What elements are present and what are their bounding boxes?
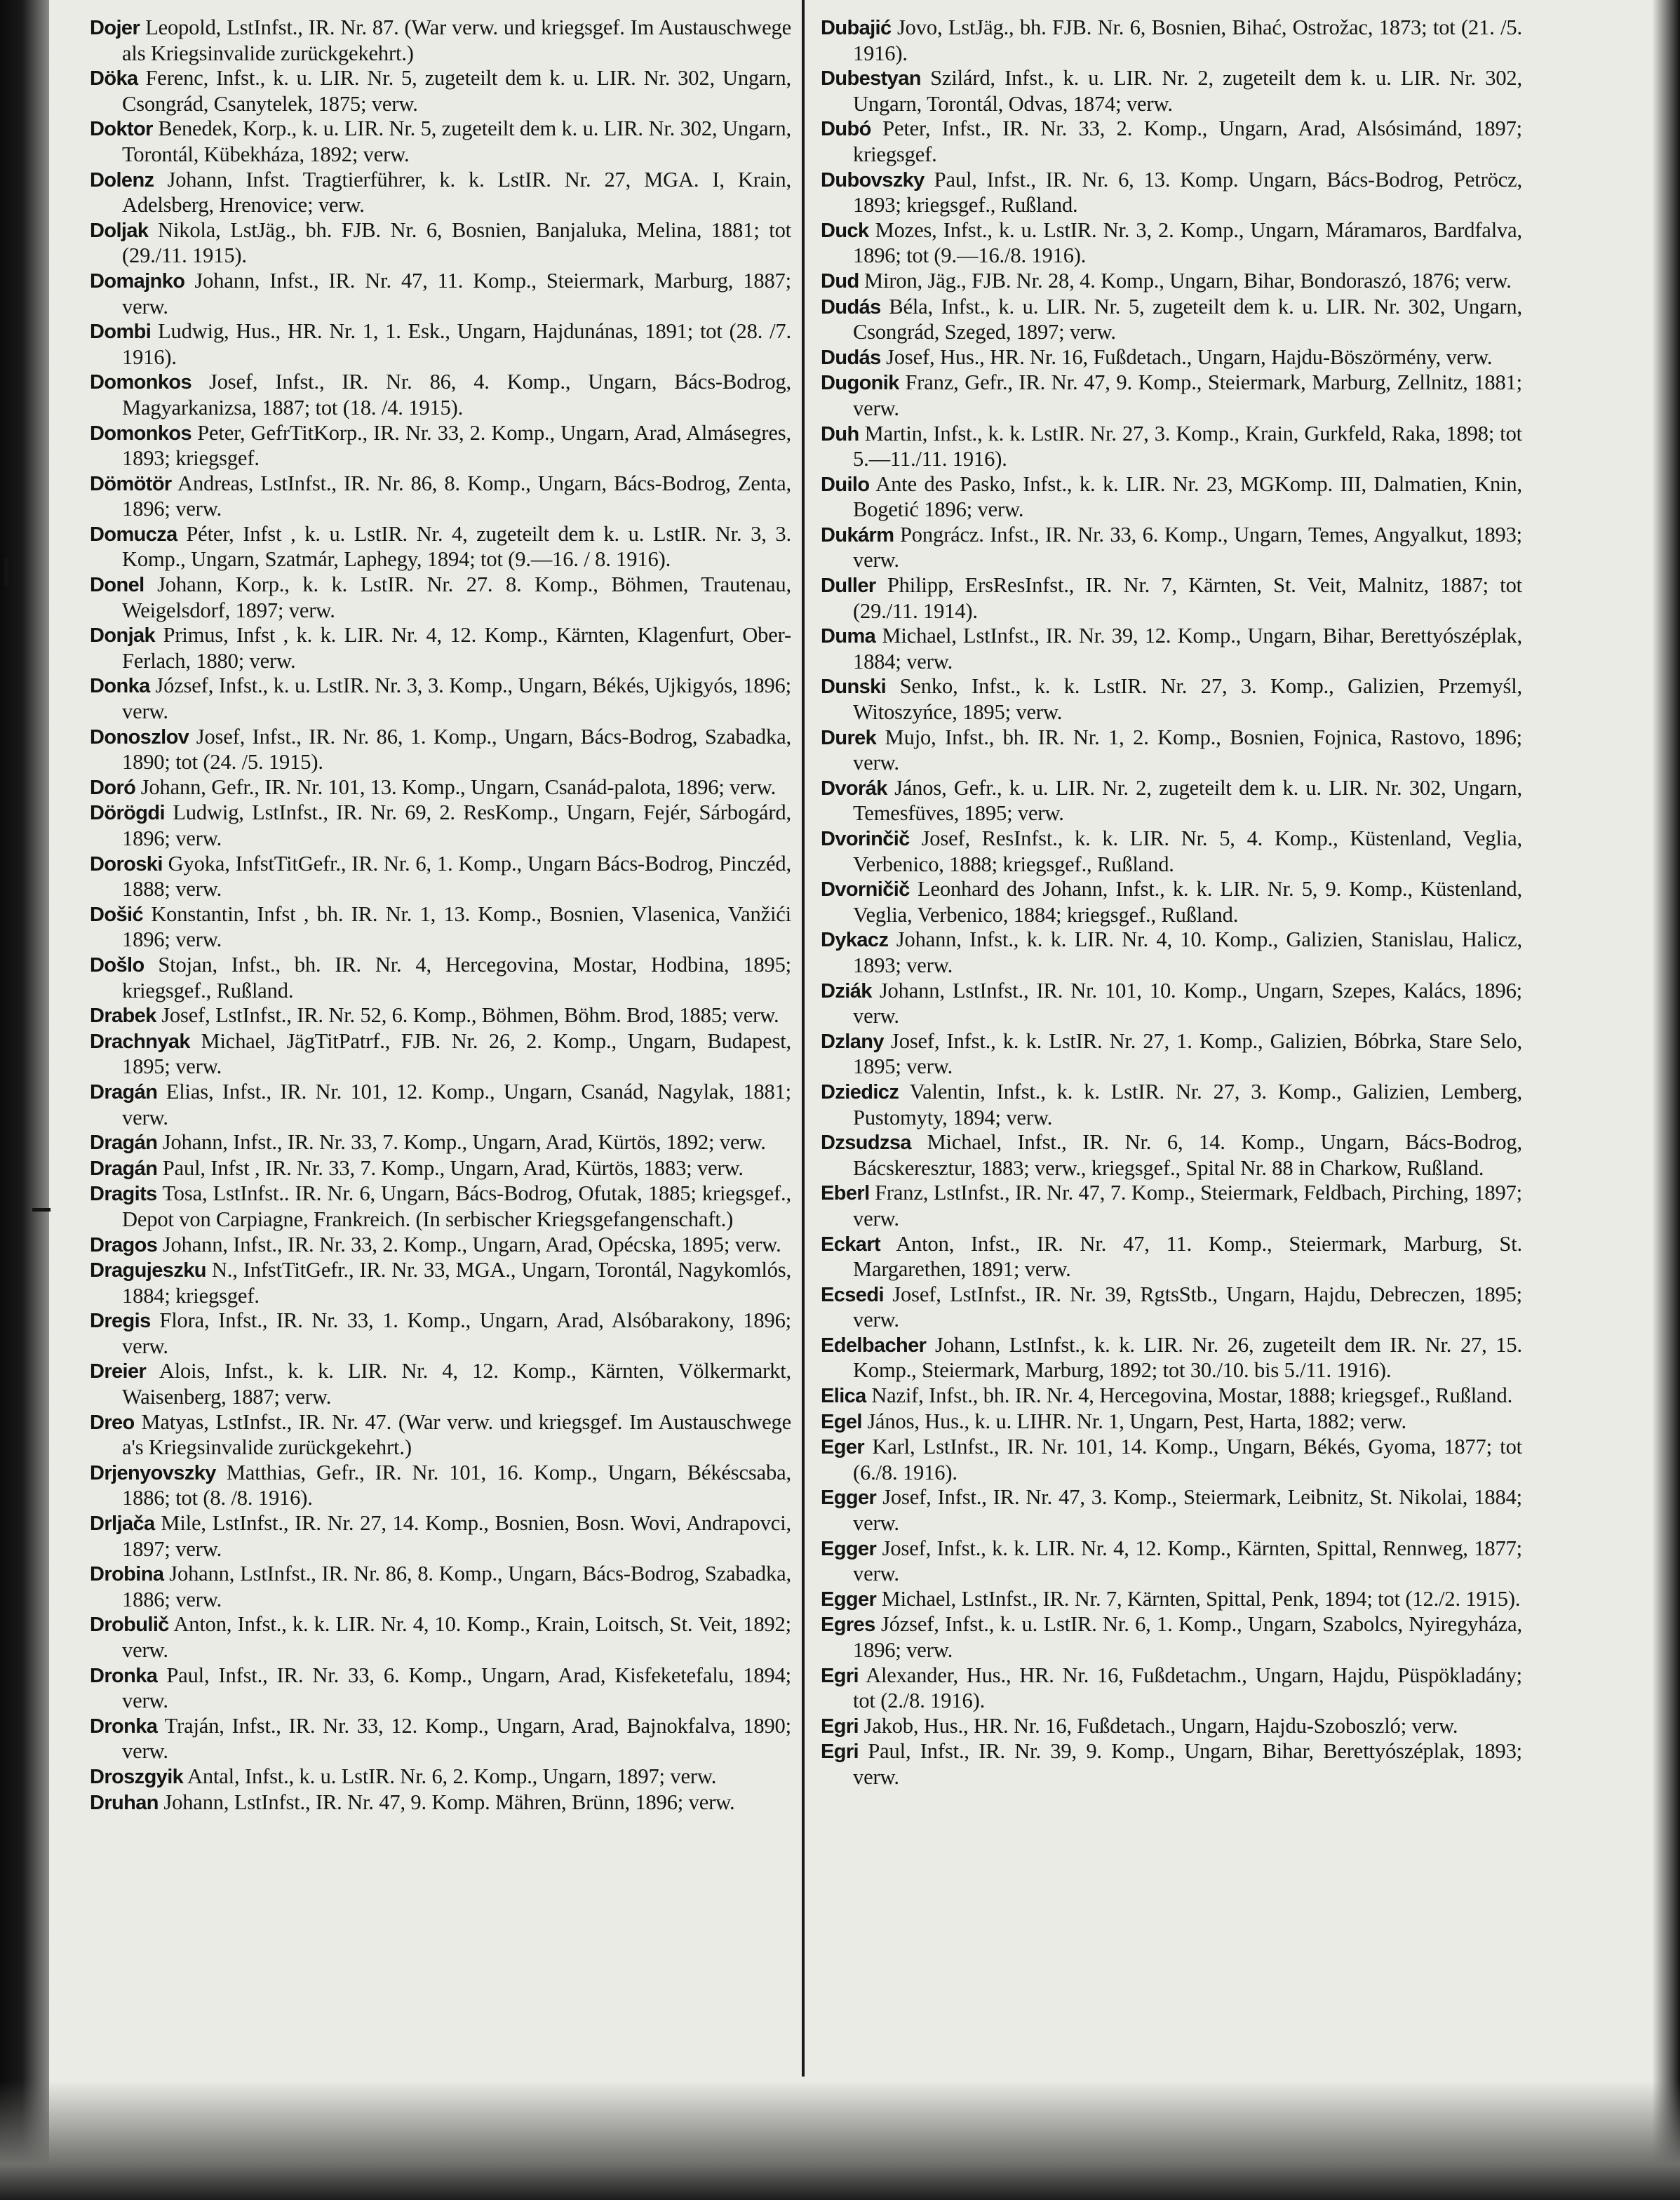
entry-surname: Dudás <box>821 346 881 369</box>
entry-details: Matthias, Gefr., IR. Nr. 101, 16. Komp., Ungarn, Békéscsaba, 1886; tot (8. /8. 1916). <box>122 1460 791 1510</box>
entry-details: Josef, Infst., IR. Nr. 47, 3. Komp., Steiermark, Leibnitz, St. Nikolai, 1884; verw. <box>853 1485 1522 1536</box>
entry-surname: Dragos <box>90 1233 158 1256</box>
register-entry <box>821 1080 1522 1130</box>
entry-details: Paul, Infst., IR. Nr. 6, 13. Komp. Ungarn, Bács-Bodrog, Petröcz, 1893; kriegsgef., Rußland. <box>853 167 1522 217</box>
register-entry <box>90 471 791 522</box>
entry-details: Paul, Infst., IR. Nr. 33, 6. Komp., Ungarn, Arad, Kisfeketefalu, 1894; verw. <box>122 1663 791 1713</box>
entry-details: Johann, LstInfst., k. k. LIR. Nr. 26, zugeteilt dem IR. Nr. 27, 15. Komp., Steiermark, Marburg, 1892; tot 30./10. bis 5./11. 1916). <box>853 1332 1522 1383</box>
register-entry <box>90 66 791 116</box>
entry-details: Traján, Infst., IR. Nr. 33, 12. Komp., Ungarn, Arad, Bajnokfalva, 1890; verw. <box>122 1713 791 1764</box>
entry-details: Elias, Infst., IR. Nr. 101, 12. Komp., Ungarn, Csanád, Nagylak, 1881; verw. <box>122 1079 791 1129</box>
entry-details: Philipp, ErsResInfst., IR. Nr. 7, Kärnten, St. Veit, Malnitz, 1887; tot (29./11. 1914). <box>853 573 1522 623</box>
entry-surname: Drachnyak <box>90 1030 190 1053</box>
entry-details: Antal, Infst., k. u. LstIR. Nr. 6, 2. Komp., Ungarn, 1897; verw. <box>183 1764 717 1788</box>
entry-details: Senko, Infst., k. k. LstIR. Nr. 27, 3. Komp., Galizien, Przemyśl, Witoszyńce, 1895; verw. <box>853 674 1522 725</box>
entry-surname: Donoszlov <box>90 725 189 749</box>
register-entry <box>821 877 1522 927</box>
register-entry <box>90 953 791 1003</box>
entry-surname: Dömötör <box>90 472 172 495</box>
register-entry <box>821 345 1522 371</box>
entry-details: Peter, Infst., IR. Nr. 33, 2. Komp., Ungarn, Arad, Alsósimánd, 1897; kriegsgef. <box>853 116 1522 166</box>
register-entry <box>821 1739 1522 1790</box>
register-entry <box>90 1181 791 1232</box>
entry-surname: Dukárm <box>821 523 894 546</box>
entry-surname: Došlo <box>90 953 145 977</box>
register-entry <box>90 1258 791 1308</box>
register-entry <box>90 15 791 66</box>
entry-details: Andreas, LstInfst., IR. Nr. 86, 8. Komp., Ungarn, Bács-Bodrog, Zenta, 1896; verw. <box>122 471 791 521</box>
entry-details: Josef, Infst., IR. Nr. 86, 4. Komp., Ungarn, Bács-Bodrog, Magyarkanizsa, 1887; tot (18. /4. 1915). <box>122 370 791 420</box>
register-entry <box>821 1587 1522 1613</box>
register-entry <box>821 66 1522 116</box>
entry-surname: Durek <box>821 726 877 749</box>
entry-surname: Domajnko <box>90 269 185 293</box>
entry-surname: Dud <box>821 269 859 293</box>
entry-surname: Drabek <box>90 1005 156 1028</box>
register-entry <box>821 1409 1522 1435</box>
entry-details: Michael, JägTitPatrf., FJB. Nr. 26, 2. Komp., Ungarn, Budapest, 1895; verw. <box>122 1028 791 1079</box>
entry-details: Johann, LstInfst., IR. Nr. 86, 8. Komp., Ungarn, Bács-Bodrog, Szabadka, 1886; verw. <box>122 1562 791 1611</box>
entry-surname: Dubó <box>821 118 871 141</box>
register-entry <box>821 1663 1522 1714</box>
entry-details: Nazif, Infst., bh. IR. Nr. 4, Hercegovina, Mostar, 1888; kriegsgef., Rußland. <box>866 1383 1513 1408</box>
entry-details: Flora, Infst., IR. Nr. 33, 1. Komp., Ungarn, Arad, Alsóbarakony, 1896; verw. <box>122 1308 791 1358</box>
entry-details: Stojan, Infst., bh. IR. Nr. 4, Hercegovina, Mostar, Hodbina, 1895; kriegsgef., Rußland. <box>122 952 791 1002</box>
register-entry <box>821 1181 1522 1231</box>
entry-details: Péter, Infst , k. u. LstIR. Nr. 4, zugeteilt dem k. u. LstIR. Nr. 3, 3. Komp., Ungarn, Szatmár, Laphegy, 1894; tot (9.—16. / 8. 1916). <box>122 521 791 572</box>
register-entry <box>821 269 1522 295</box>
entry-surname: Egri <box>821 1664 859 1687</box>
entry-surname: Egres <box>821 1614 875 1637</box>
entry-details: Michael, Infst., IR. Nr. 6, 14. Komp., Ungarn, Bács-Bodrog, Bácskeresztur, 1883; verw., kriegsgef., Spital Nr. 88 in Charkow, Rußland. <box>853 1130 1522 1180</box>
register-entry <box>821 573 1522 624</box>
entry-details: Ludwig, Hus., HR. Nr. 1, 1. Esk., Ungarn, Hajdunánas, 1891; tot (28. /7. 1916). <box>122 319 791 369</box>
entry-surname: Dreier <box>90 1360 147 1383</box>
register-entry <box>90 218 791 269</box>
register-entry <box>90 1612 791 1663</box>
entry-surname: Dvorák <box>821 777 887 800</box>
register-entry <box>821 826 1522 877</box>
register-entry <box>90 1562 791 1612</box>
scan-shadow-left <box>0 0 49 2200</box>
entry-details: Josef, ResInfst., k. k. LIR. Nr. 5, 4. Komp., Küstenland, Veglia, Verbenico, 1888; kriegsgef., Rußland. <box>853 826 1522 876</box>
entry-details: N., InfstTitGefr., IR. Nr. 33, MGA., Ungarn, Torontál, Nagykomlós, 1884; kriegsgef. <box>122 1258 791 1308</box>
register-entry <box>821 927 1522 978</box>
entry-details: Anton, Infst., IR. Nr. 47, 11. Komp., Steiermark, Marburg, St. Margarethen, 1891; verw. <box>853 1231 1522 1282</box>
entry-surname: Duck <box>821 219 869 242</box>
register-entry <box>90 902 791 953</box>
register-entry <box>90 522 791 572</box>
register-entry <box>821 1714 1522 1740</box>
entry-surname: Dubestyan <box>821 67 921 90</box>
entry-details: Béla, Infst., k. u. LIR. Nr. 5, zugeteilt dem k. u. LIR. Nr. 302, Ungarn, Csongrád, Szeged, 1897; verw. <box>853 294 1522 344</box>
margin-mark <box>32 1208 51 1212</box>
entry-surname: Dragán <box>90 1157 158 1180</box>
entry-surname: Dziedicz <box>821 1080 899 1104</box>
register-entry <box>821 674 1522 725</box>
entry-surname: Dragujeszku <box>90 1259 206 1282</box>
entry-details: Johann, Infst., IR. Nr. 33, 2. Komp., Ungarn, Arad, Opécska, 1895; verw. <box>157 1232 781 1256</box>
entry-surname: Dubajić <box>821 17 892 39</box>
entry-details: Primus, Infst , k. k. LIR. Nr. 4, 12. Komp., Kärnten, Klagenfurt, Ober-Ferlach, 1880; verw. <box>122 623 791 673</box>
register-entry <box>821 624 1522 674</box>
register-entry <box>90 269 791 319</box>
entry-details: Paul, Infst , IR. Nr. 33, 7. Komp., Ungarn, Arad, Kürtös, 1883; verw. <box>157 1155 744 1180</box>
entry-details: Pongrácz. Infst., IR. Nr. 33, 6. Komp., Ungarn, Temes, Angyalkut, 1893; verw. <box>853 522 1522 572</box>
entry-details: Josef, Infst., IR. Nr. 86, 1. Komp., Ungarn, Bács-Bodrog, Szabadka, 1890; tot (24. /5. 1915). <box>122 724 791 774</box>
entry-surname: Dziák <box>821 979 872 1002</box>
entry-details: Johann, Korp., k. k. LstIR. Nr. 27. 8. Komp., Böhmen, Trautenau, Weigelsdorf, 1897; verw. <box>122 572 791 622</box>
entry-details: Alois, Infst., k. k. LIR. Nr. 4, 12. Komp., Kärnten, Völkermarkt, Waisenberg, 1887; verw. <box>122 1359 791 1409</box>
register-entry <box>821 1130 1522 1181</box>
entry-surname: Eckart <box>821 1233 881 1256</box>
entry-surname: Domucza <box>90 523 177 546</box>
entry-details: Benedek, Korp., k. u. LIR. Nr. 5, zugeteilt dem k. u. LIR. Nr. 302, Ungarn, Torontál, Kübekháza, 1892; verw. <box>122 116 791 166</box>
register-entry <box>90 1029 791 1080</box>
register-entry <box>90 116 791 167</box>
entry-surname: Dragits <box>90 1183 157 1206</box>
register-entry <box>821 295 1522 345</box>
entry-surname: Domonkos <box>90 371 192 394</box>
entry-details: Josef, Hus., HR. Nr. 16, Fußdetach., Ungarn, Hajdu-Böszörmény, verw. <box>880 344 1493 369</box>
register-entry <box>90 1410 791 1461</box>
entry-surname: Domonkos <box>90 422 192 445</box>
register-entry <box>90 1790 791 1816</box>
entry-details: Martin, Infst., k. k. LstIR. Nr. 27, 3. Komp., Krain, Gurkfeld, Raka, 1898; tot 5.—11./11. 1916). <box>853 421 1522 471</box>
register-entry <box>90 1308 791 1359</box>
entry-surname: Droszgyik <box>90 1765 184 1788</box>
entry-details: Johann, LstInfst., IR. Nr. 47, 9. Komp. Mähren, Brünn, 1896; verw. <box>158 1790 735 1814</box>
entry-surname: Drobulič <box>90 1614 169 1637</box>
left-column <box>90 15 791 2064</box>
entry-surname: Donjak <box>90 624 156 648</box>
register-entry <box>821 15 1522 66</box>
entry-surname: Edelbacher <box>821 1334 927 1357</box>
entry-details: Ludwig, LstInfst., IR. Nr. 69, 2. ResKomp., Ungarn, Fejér, Sárbogárd, 1896; verw. <box>122 800 791 850</box>
entry-surname: Doljak <box>90 219 149 242</box>
register-entry <box>821 1612 1522 1663</box>
entry-surname: Doroski <box>90 852 163 876</box>
register-entry <box>821 776 1522 826</box>
column-divider <box>802 0 805 2077</box>
register-entry <box>90 1663 791 1714</box>
entry-details: Ferenc, Infst., k. u. LIR. Nr. 5, zugeteilt dem k. u. LIR. Nr. 302, Ungarn, Csongrád, Csanytelek, 1875; verw. <box>122 66 791 116</box>
register-entry <box>821 725 1522 776</box>
entry-surname: Dvorničič <box>821 878 910 901</box>
register-entry <box>90 370 791 420</box>
register-entry <box>821 979 1522 1029</box>
register-entry <box>821 1536 1522 1587</box>
register-entry <box>90 852 791 902</box>
entry-details: Michael, LstInfst., IR. Nr. 39, 12. Komp., Ungarn, Bihar, Berettyószéplak, 1884; verw. <box>853 624 1522 673</box>
entry-details: Leopold, LstInfst., IR. Nr. 87. (War verw. und kriegsgef. Im Austauschwege als Kriegsinvalide zurückgekehrt.) <box>122 15 791 65</box>
scan-shadow-bottom <box>0 2081 1680 2200</box>
entry-details: József, Infst., k. u. LstIR. Nr. 6, 1. Komp., Ungarn, Szabolcs, Nyiregyháza, 1896; verw. <box>853 1612 1522 1662</box>
entry-surname: Dronka <box>90 1664 158 1687</box>
right-column <box>821 15 1522 2064</box>
entry-details: Franz, Gefr., IR. Nr. 47, 9. Komp., Steiermark, Marburg, Zellnitz, 1881; verw. <box>853 370 1522 420</box>
entry-surname: Drljača <box>90 1512 155 1536</box>
entry-details: Konstantin, Infst , bh. IR. Nr. 1, 13. Komp., Bosnien, Vlasenica, Vanžići 1896; verw. <box>122 901 791 952</box>
register-entry <box>821 523 1522 573</box>
entry-details: Paul, Infst., IR. Nr. 39, 9. Komp., Ungarn, Bihar, Berettyószéplak, 1893; verw. <box>853 1739 1522 1789</box>
entry-surname: Dzsudzsa <box>821 1132 911 1155</box>
entry-surname: Ecsedi <box>821 1283 884 1306</box>
entry-surname: Doktor <box>90 118 153 141</box>
register-entry <box>821 1232 1522 1282</box>
register-entry <box>90 1130 791 1156</box>
register-entry <box>821 1333 1522 1383</box>
entry-surname: Dojer <box>90 17 140 39</box>
entry-details: Josef, Infst., k. k. LstIR. Nr. 27, 1. Komp., Galizien, Bóbrka, Stare Selo, 1895; verw. <box>853 1028 1522 1079</box>
register-entry <box>821 218 1522 269</box>
entry-details: János, Hus., k. u. LIHR. Nr. 1, Ungarn, Pest, Harta, 1882; verw. <box>861 1409 1406 1433</box>
entry-surname: Egri <box>821 1715 859 1738</box>
entry-surname: Egger <box>821 1588 877 1611</box>
entry-details: Peter, GefrTitKorp., IR. Nr. 33, 2. Komp., Ungarn, Arad, Almásegres, 1893; kriegsgef. <box>122 420 791 471</box>
register-entry <box>821 422 1522 472</box>
register-entry <box>90 775 791 801</box>
entry-surname: Donel <box>90 574 145 597</box>
entry-surname: Dragán <box>90 1080 158 1104</box>
entry-details: Nikola, LstJäg., bh. FJB. Nr. 6, Bosnien, Banjaluka, Melina, 1881; tot (29./11. 1915). <box>122 217 791 268</box>
entry-surname: Dregis <box>90 1310 151 1333</box>
entry-details: Johann, Infst., k. k. LIR. Nr. 4, 10. Komp., Galizien, Stanislau, Halicz, 1893; verw. <box>853 927 1522 977</box>
entry-surname: Döka <box>90 67 138 90</box>
entry-details: Josef, Infst., k. k. LIR. Nr. 4, 12. Komp., Kärnten, Spittal, Rennweg, 1877; verw. <box>853 1536 1522 1586</box>
entry-surname: Egger <box>821 1487 877 1510</box>
entry-details: Miron, Jäg., FJB. Nr. 28, 4. Komp., Ungarn, Bihar, Bondoraszó, 1876; verw. <box>859 268 1512 293</box>
entry-surname: Dragán <box>90 1132 158 1155</box>
entry-details: Michael, LstInfst., IR. Nr. 7, Kärnten, Spittal, Penk, 1894; tot (12./2. 1915). <box>876 1586 1521 1611</box>
register-entry <box>821 1485 1522 1536</box>
register-entry <box>90 168 791 218</box>
entry-details: Mile, LstInfst., IR. Nr. 27, 14. Komp., Bosnien, Bosn. Wovi, Andrapovci, 1897; verw. <box>122 1511 791 1561</box>
entry-surname: Dolenz <box>90 168 154 192</box>
register-entry <box>90 1359 791 1409</box>
entry-surname: Dykacz <box>821 929 889 952</box>
entry-details: Jovo, LstJäg., bh. FJB. Nr. 6, Bosnien, Bihać, Ostrožac, 1873; tot (21. /5. 1916). <box>853 15 1522 65</box>
entry-details: Johann, Gefr., IR. Nr. 101, 13. Komp., Ungarn, Csanád-palota, 1896; verw. <box>135 774 777 799</box>
register-entry <box>90 1156 791 1182</box>
entry-details: Mozes, Infst., k. u. LstIR. Nr. 3, 2. Komp., Ungarn, Máramaros, Bardfalva, 1896; tot (9.—16./8. 1916). <box>853 217 1522 268</box>
register-entry <box>821 1282 1522 1333</box>
register-entry <box>90 623 791 673</box>
entry-surname: Duh <box>821 422 859 445</box>
register-entry <box>821 370 1522 421</box>
entry-details: Tosa, LstInfst.. IR. Nr. 6, Ungarn, Bács-Bodrog, Ofutak, 1885; kriegsgef., Depot von Carpiagne, Frankreich. (In serbischer Kriegsgefangenschaft.) <box>122 1181 791 1231</box>
entry-surname: Druhan <box>90 1791 159 1814</box>
entry-details: Gyoka, InfstTitGefr., IR. Nr. 6, 1. Komp., Ungarn Bács-Bodrog, Pinczéd, 1888; verw. <box>122 851 791 901</box>
entry-surname: Eger <box>821 1436 865 1459</box>
entry-surname: Dörögdi <box>90 802 165 825</box>
register-entry <box>821 116 1522 167</box>
register-entry <box>90 1233 791 1259</box>
scan-shadow-right <box>1652 0 1680 2200</box>
register-entry <box>90 319 791 370</box>
entry-surname: Dronka <box>90 1715 158 1738</box>
register-entry <box>90 725 791 775</box>
entry-details: Johann, Infst. Tragtierführer, k. k. LstIR. Nr. 27, MGA. I, Krain, Adelsberg, Hrenovice; verw. <box>122 167 791 217</box>
register-entry <box>90 1461 791 1511</box>
entry-surname: Dvorinčič <box>821 828 910 850</box>
entry-surname: Dugonik <box>821 372 899 395</box>
entry-surname: Dreo <box>90 1411 135 1434</box>
entry-surname: Duilo <box>821 473 870 496</box>
entry-details: Johann, Infst., IR. Nr. 47, 11. Komp., Steiermark, Marburg, 1887; verw. <box>122 268 791 318</box>
entry-details: Jakob, Hus., HR. Nr. 16, Fußdetach., Ungarn, Hajdu-Szoboszló; verw. <box>859 1713 1458 1738</box>
entry-surname: Dubovszky <box>821 168 925 192</box>
entry-details: Karl, LstInfst., IR. Nr. 101, 14. Komp., Ungarn, Békés, Gyoma, 1877; tot (6./8. 1916). <box>853 1435 1522 1484</box>
register-entry <box>90 1764 791 1790</box>
entry-surname: Drobina <box>90 1563 164 1586</box>
entry-details: János, Gefr., k. u. LIR. Nr. 2, zugeteilt dem k. u. LIR. Nr. 302, Ungarn, Temesfüves, 1895; verw. <box>853 775 1522 826</box>
entry-surname: Egel <box>821 1410 862 1433</box>
register-entry <box>821 1435 1522 1485</box>
entry-surname: Dzlany <box>821 1030 884 1053</box>
register-entry <box>821 1029 1522 1080</box>
register-entry <box>821 168 1522 218</box>
register-entry <box>821 1383 1522 1409</box>
entry-details: Johann, Infst., IR. Nr. 33, 7. Komp., Ungarn, Arad, Kürtös, 1892; verw. <box>157 1130 766 1155</box>
entry-details: József, Infst., k. u. LstIR. Nr. 3, 3. Komp., Ungarn, Békés, Ujkigyós, 1896; verw. <box>122 673 791 724</box>
entry-surname: Došić <box>90 903 143 926</box>
entry-surname: Egri <box>821 1740 859 1764</box>
entry-details: Alexander, Hus., HR. Nr. 16, Fußdetachm., Ungarn, Hajdu, Püspökladány; tot (2./8. 1916). <box>853 1663 1522 1713</box>
entry-details: Ante des Pasko, Infst., k. k. LIR. Nr. 23, MGKomp. III, Dalmatien, Knin, Bogetić 1896; verw. <box>853 471 1522 522</box>
entry-details: Valentin, Infst., k. k. LstIR. Nr. 27, 3. Komp., Galizien, Lemberg, Pustomyty, 1894; verw. <box>853 1079 1522 1129</box>
entry-surname: Egger <box>821 1537 877 1560</box>
entry-details: Mujo, Infst., bh. IR. Nr. 1, 2. Komp., Bosnien, Fojnica, Rastovo, 1896; verw. <box>853 725 1522 775</box>
entry-details: Leonhard des Johann, Infst., k. k. LIR. Nr. 5, 9. Komp., Küstenland, Veglia, Verbenico, 1884; kriegsgef., Rußland. <box>853 877 1522 927</box>
register-entry <box>90 1714 791 1764</box>
entry-surname: Duller <box>821 575 876 598</box>
entry-surname: Duma <box>821 625 876 648</box>
entry-surname: Dombi <box>90 321 152 344</box>
entry-surname: Eberl <box>821 1182 870 1205</box>
entry-surname: Elica <box>821 1385 866 1408</box>
register-entry <box>90 1003 791 1029</box>
entry-details: Matyas, LstInfst., IR. Nr. 47. (War verw. und kriegsgef. Im Austauschwege a's Kriegsinvalide zurückgekehrt.) <box>122 1409 791 1460</box>
register-entry <box>90 800 791 851</box>
margin-mark <box>4 558 8 586</box>
register-entry <box>90 1080 791 1130</box>
entry-surname: Donka <box>90 675 150 698</box>
entry-details: Szilárd, Infst., k. u. LIR. Nr. 2, zugeteilt dem k. u. LIR. Nr. 302, Ungarn, Torontál, Odvas, 1874; verw. <box>853 66 1522 116</box>
entry-surname: Dunski <box>821 676 887 699</box>
register-entry <box>90 673 791 724</box>
entry-details: Josef, LstInfst., IR. Nr. 39, RgtsStb., Ungarn, Hajdu, Debreczen, 1895; verw. <box>853 1282 1522 1332</box>
register-entry <box>90 1511 791 1562</box>
register-entry <box>821 472 1522 523</box>
entry-details: Anton, Infst., k. k. LIR. Nr. 4, 10. Komp., Krain, Loitsch, St. Veit, 1892; verw. <box>122 1612 791 1662</box>
entry-surname: Drjenyovszky <box>90 1461 216 1484</box>
register-entry <box>90 572 791 623</box>
entry-surname: Doró <box>90 776 136 799</box>
entry-details: Johann, LstInfst., IR. Nr. 101, 10. Komp., Ungarn, Szepes, Kalács, 1896; verw. <box>853 978 1522 1028</box>
entry-details: Franz, LstInfst., IR. Nr. 47, 7. Komp., Steiermark, Feldbach, Pirching, 1897; verw. <box>853 1181 1522 1230</box>
entry-surname: Dudás <box>821 295 881 318</box>
register-entry <box>90 421 791 471</box>
entry-details: Josef, LstInfst., IR. Nr. 52, 6. Komp., Böhmen, Böhm. Brod, 1885; verw. <box>156 1003 779 1028</box>
